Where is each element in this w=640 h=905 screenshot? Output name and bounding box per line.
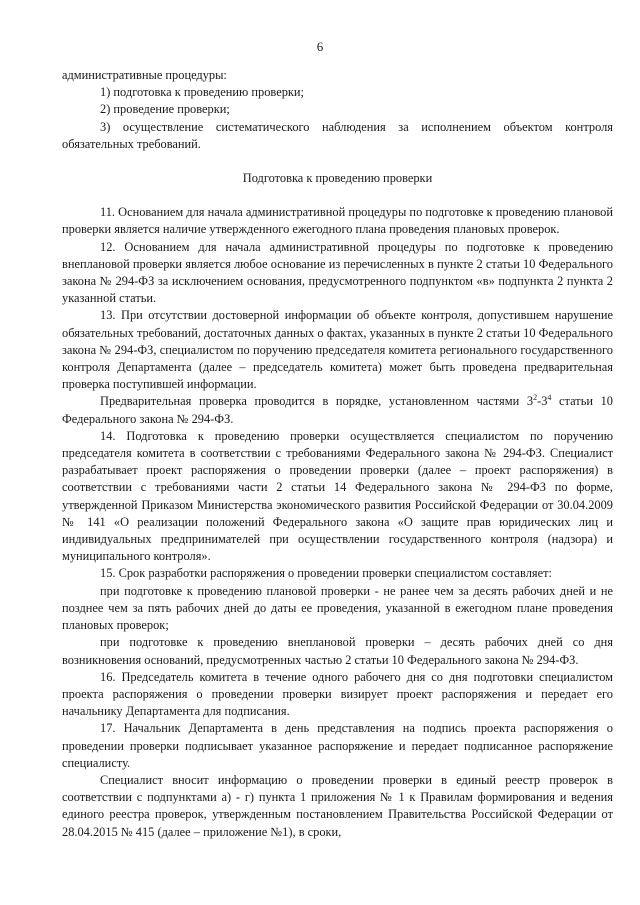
intro-line: административные процедуры: — [62, 68, 227, 82]
registry-paragraph: Специалист вносит информацию о проведении проверки в единый реестр проверок в соответствии с подпунктами а) - г) пункта 1 приложения № 1 к Правилам формирования и ведения единого реестра проверок, утвержденным постановлением Правительства Российской Федерации от 28.04.2015 № 415 (далее – приложение №1), в сроки, — [62, 772, 613, 839]
superscript: 2 — [533, 393, 538, 403]
document-body — [62, 67, 613, 841]
section-heading: Подготовка к проведению проверки — [242, 171, 433, 186]
paragraph-13: 13. При отсутствии достоверной информации об объекте контроля, допустившем нарушение обязательных требований, достаточных данных о фактах, указанных в пункте 2 статьи 10 Федерального закона № 294-ФЗ, специалистом по поручению председателя комитета регионального государственного контроля Департамента (далее – председатель комитета) может быть проведена предварительная проверка поступившей информации. — [62, 308, 613, 392]
paragraph-15-unplanned: при подготовке к проведению внеплановой проверки – десять рабочих дней со дня возникновения оснований, предусмотренных частью 2 статьи 10 Федерального закона № 294-ФЗ. — [62, 635, 613, 667]
paragraph-15-planned: при подготовке к проведению плановой проверки - не ранее чем за десять рабочих дней и не позднее чем за пять рабочих дней до даты ее проведения, указанной в ежегодном плане проведения плановых проверок; — [62, 583, 613, 633]
paragraph-16: 16. Председатель комитета в течение одного рабочего дня со дня подготовки специалистом проекта распоряжения о проведении проверки визирует проект распоряжения и передает его начальнику Департамента для подписания. — [62, 669, 613, 719]
preliminary-check-paragraph — [62, 393, 613, 427]
paragraph-15: 15. Срок разработки распоряжения о проведении проверки специалистом составляет: — [100, 566, 552, 581]
list-item: 1) подготовка к проведению проверки; — [100, 85, 304, 100]
paragraph-14: 14. Подготовка к проведению проверки осуществляется специалистом по поручению председателя комитета в соответствии с требованиями Федерального закона № 294-ФЗ. Специалист разрабатывает проект распоряжения о проведении проверки (далее – проект распоряжения) в соответствии с требованиями части 2 статьи 14 Федерального закона № 294-ФЗ по форме, утвержденной Приказом Министерства экономического развития Российской Федерации от 30.04.2009 № 141 «О реализации положений Федерального закона «О защите прав юридических лиц и индивидуальных предпринимателей при осуществлении государственного контроля (надзора) и муниципального контроля». — [62, 428, 613, 564]
paragraph-12: 12. Основанием для начала административной процедуры по подготовке к проведению внеплановой проверки является любое основание из перечисленных в пункте 2 статьи 10 Федерального закона № 294-ФЗ за исключением основания, предусмотренного подпунктом «в» подпункта 2 пункта 2 указанной статьи. — [62, 239, 613, 306]
page-number: 6 — [316, 39, 324, 54]
paragraph-11: 11. Основанием для начала административной процедуры по подготовке к проведению плановой проверки является наличие утвержденного ежегодного плана проведения плановых проверок. — [62, 205, 613, 237]
superscript: 4 — [547, 393, 552, 403]
paragraph-17: 17. Начальник Департамента в день представления на подпись проекта распоряжения о проведении проверки подписывает указанное распоряжение и передает подписанное распоряжение специалисту. — [62, 721, 613, 770]
list-item: 3) осуществление систематического наблюдения за исполнением объектом контроля обязательных требований. — [62, 119, 613, 151]
text-part: -3 — [537, 394, 548, 409]
text-part: статьи 10 Федерального закона № 294-ФЗ. — [62, 394, 614, 426]
text-part: Предварительная проверка проводится в порядке, установленном частями 3 — [100, 394, 534, 409]
list-item: 2) проведение проверки; — [100, 102, 230, 117]
